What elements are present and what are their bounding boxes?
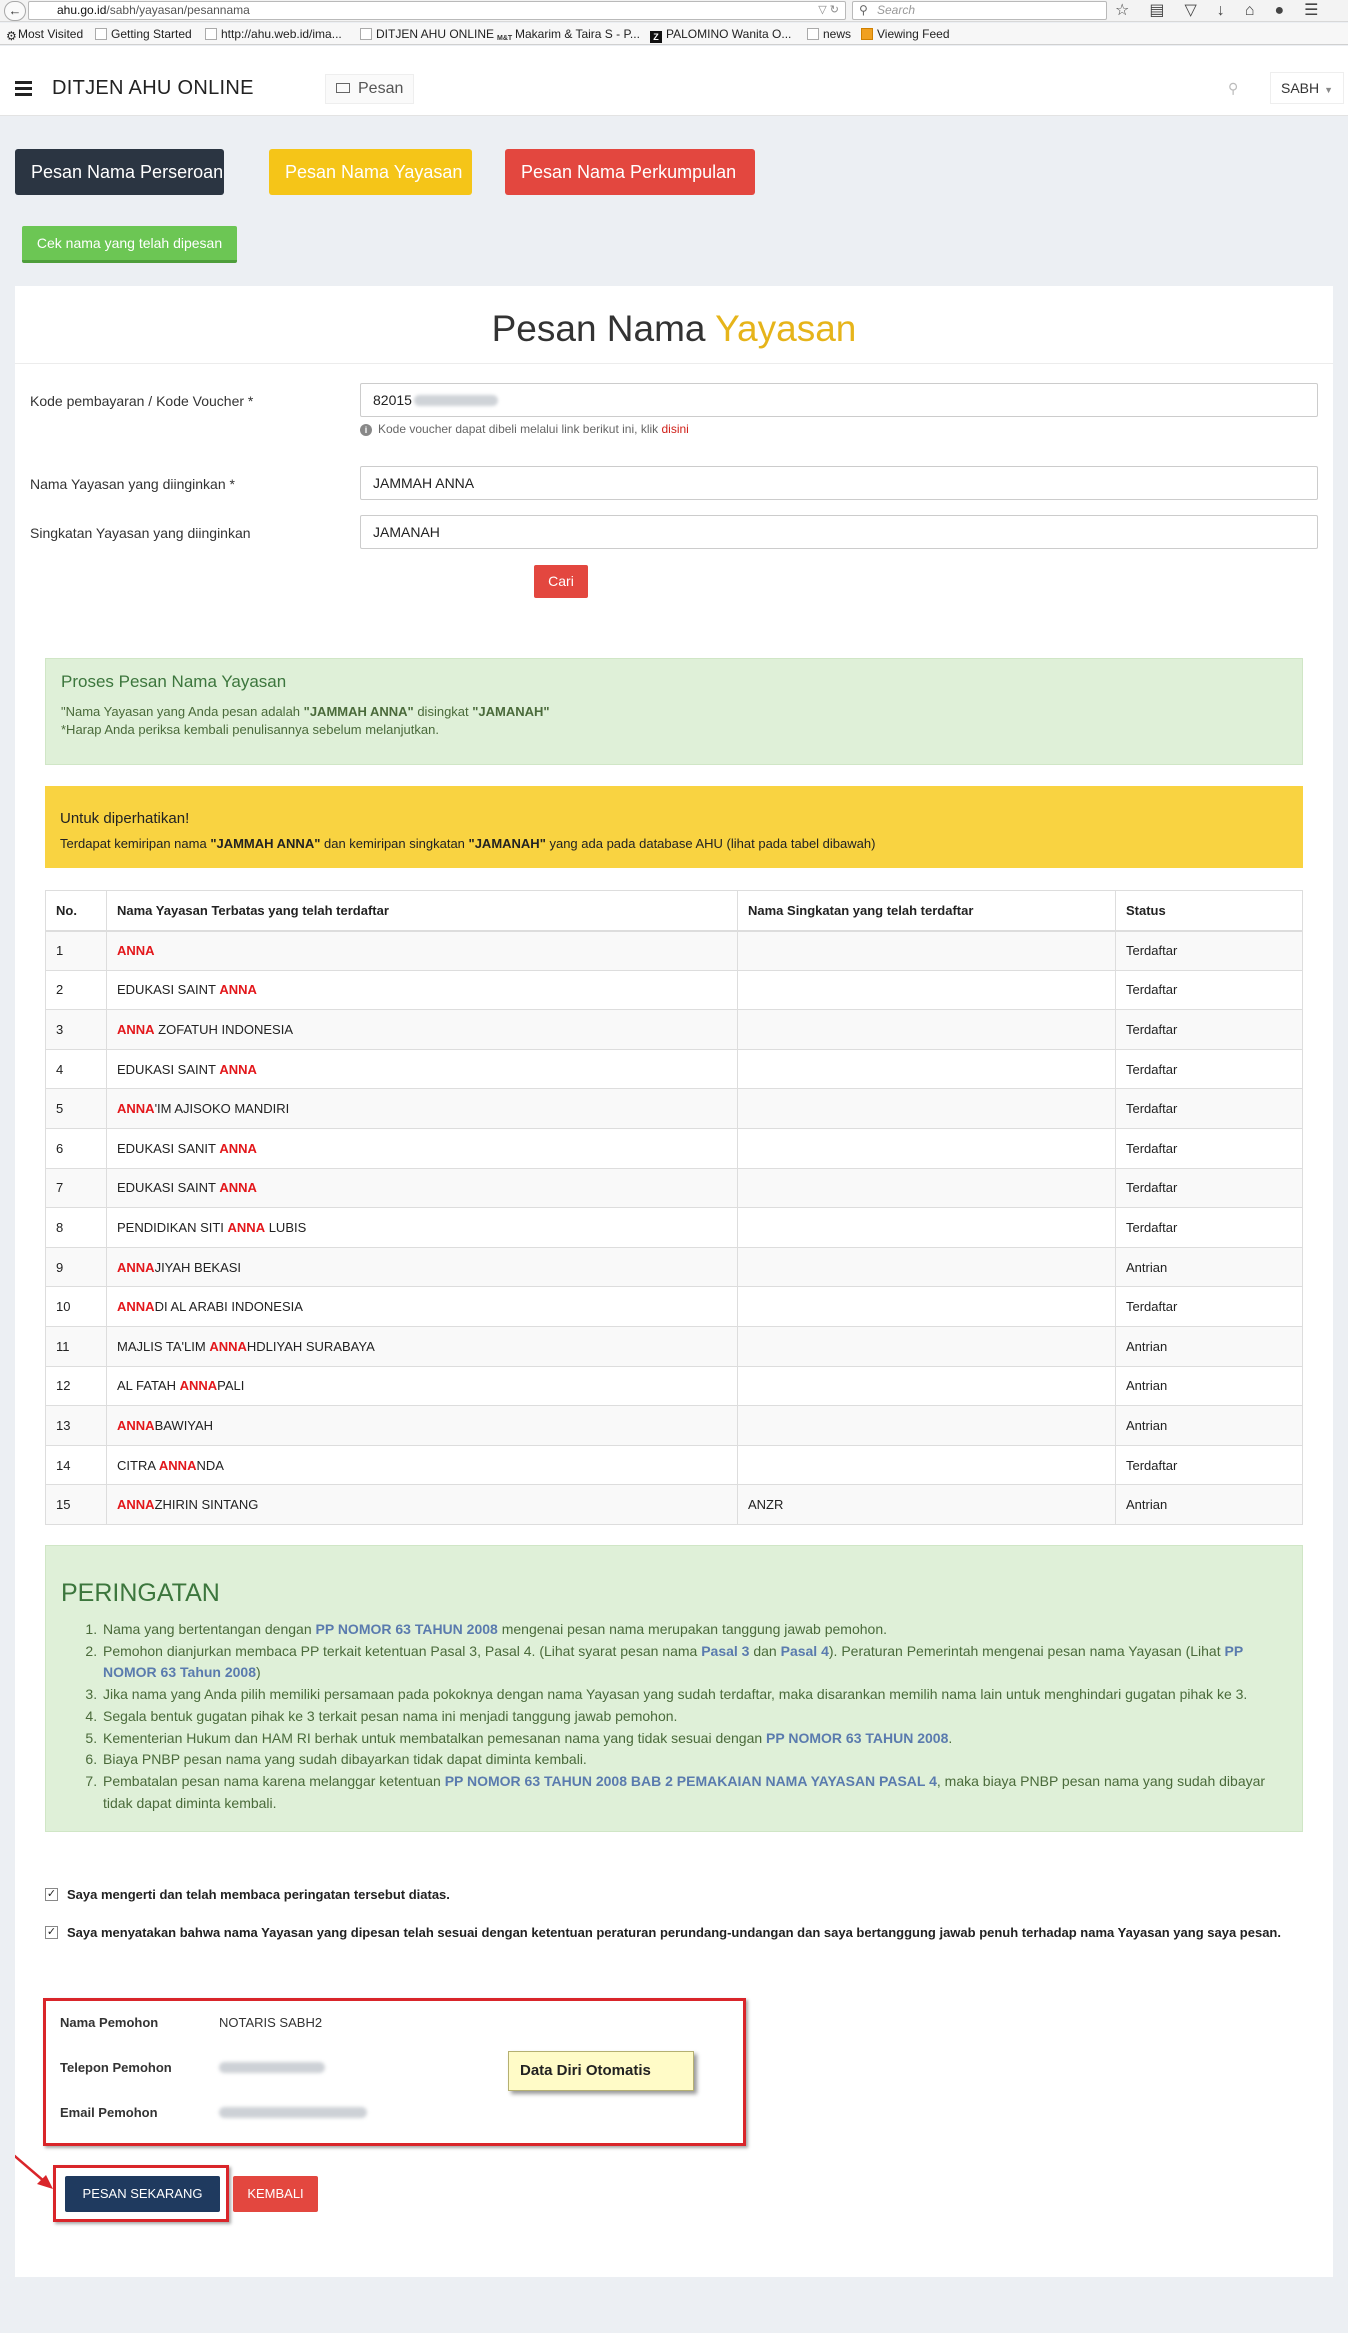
cell-status: Terdaftar [1116,931,1303,971]
envelope-icon [336,83,350,93]
table-row [46,970,1303,1010]
nama-post: NDA [196,1457,224,1473]
url-bar[interactable] [28,1,846,20]
bookmark-getting-started[interactable] [95,23,192,45]
nama-pre: PENDIDIKAN SITI [117,1219,228,1235]
bookmark-viewing-feed[interactable] [861,23,950,45]
text: Nama yang bertentangan dengan [103,1621,316,1637]
cell-no: 4 [46,1049,107,1089]
page-title [15,308,1333,350]
nama-highlight: ANNA [117,1417,155,1433]
col-header-nama: Nama Yayasan Terbatas yang telah terdaftar [107,891,738,931]
cell-status: Antrian [1116,1366,1303,1406]
email-pemohon-label: Email Pemohon [60,2105,158,2120]
nama-highlight: ANNA [219,1140,257,1156]
cell-nama [107,1049,738,1089]
perhatian-title: Untuk diperhatikan! [60,810,190,827]
nama-pre: EDUKASI SAINT [117,1061,220,1077]
table-row [46,1485,1303,1525]
chat-icon[interactable]: ● [1274,2,1285,19]
user-label: SABH [1281,80,1320,96]
cell-status: Terdaftar [1116,1208,1303,1248]
nama-highlight: ANNA [179,1378,218,1394]
table-row [46,1010,1303,1050]
page-icon [807,28,819,40]
cell-singkatan [738,1366,1116,1406]
home-icon[interactable]: ⌂ [1244,2,1255,19]
cell-status: Terdaftar [1116,970,1303,1010]
peringatan-item [101,1619,1286,1641]
regulation-link[interactable]: PP NOMOR 63 TAHUN 2008 [766,1729,949,1746]
nama-highlight: ANNA [117,1259,155,1275]
agree-check-1[interactable] [45,1886,1305,1906]
cell-singkatan [738,931,1116,971]
peringatan-item [101,1684,1286,1706]
cell-nama [107,970,738,1010]
nama-pre: EDUKASI SAINT [117,982,220,998]
cell-nama [107,931,738,971]
table-row [46,1406,1303,1446]
text: Jika nama yang Anda pilih memiliki persamaan pada pokoknya dengan nama Yayasan yang sudah terdaftar, maka disarankan memilih nama lain untuk menghindari gugatan pihak ke 3. [103,1686,1248,1703]
rss-feed-icon [861,28,873,40]
cell-no: 12 [46,1366,107,1406]
perhatian-text [60,836,875,851]
cell-nama [107,1445,738,1485]
kode-value: 82015 [373,392,412,408]
back-arrow-icon[interactable]: ← [4,1,26,21]
nama-pre: EDUKASI SANIT [117,1140,220,1156]
cell-status: Terdaftar [1116,1128,1303,1168]
user-menu[interactable] [1270,72,1344,104]
nama-post: PALI [217,1378,245,1394]
nama-post: JIYAH BEKASI [154,1259,242,1275]
singkatan-input[interactable]: JAMANAH [360,515,1318,549]
cell-singkatan [738,1287,1116,1327]
bookmark-ahu-web[interactable] [205,23,342,45]
makarim-icon: M&T [497,35,513,42]
cell-nama [107,1247,738,1287]
text: Pemohon dianjurkan membaca PP terkait ketentuan Pasal 3, Pasal 4. (Lihat syarat pesan nama [103,1642,702,1659]
regulation-link[interactable]: PP NOMOR 63 TAHUN 2008 [315,1621,498,1637]
nama-highlight: ANNA [158,1457,197,1473]
nama-highlight: ANNA [219,1061,257,1077]
cell-nama [107,1208,738,1248]
nama-highlight: ANNA [117,943,155,959]
cell-no: 10 [46,1287,107,1327]
regulation-link[interactable]: Pasal 3 [701,1642,750,1659]
divider [15,363,1333,364]
telepon-pemohon-label: Telepon Pemohon [60,2060,172,2075]
cell-no: 14 [46,1445,107,1485]
proses-alert [45,658,1303,765]
nama-highlight: ANNA [117,1021,155,1037]
cell-status: Terdaftar [1116,1049,1303,1089]
cell-status: Terdaftar [1116,1445,1303,1485]
agree-check-2[interactable] [45,1924,1305,1964]
cell-nama [107,1326,738,1366]
cell-singkatan: ANZR [738,1485,1116,1525]
checkbox-checked-icon[interactable]: ✓ [46,1888,57,1900]
cell-singkatan [738,1128,1116,1168]
perhatian-alert [45,786,1303,868]
nama-highlight: ANNA [209,1338,247,1354]
hint-text: Kode voucher dapat dibeli melalui link berikut ini, klik [378,422,659,436]
redacted-blur [219,2107,367,2118]
cell-status: Terdaftar [1116,1168,1303,1208]
browser-search-input[interactable] [852,1,1107,20]
peringatan-item [101,1771,1286,1814]
table-row [46,1089,1303,1129]
table-row [46,931,1303,971]
hamburger-menu-icon[interactable] [15,81,32,99]
peringatan-title: PERINGATAN [61,1579,220,1607]
bookmark-label: news [823,27,852,41]
text: , maka biaya PNBP pesan nama yang sudah dibayar tidak dapat diminta kembali. [103,1772,1266,1811]
col-header-no: No. [46,891,107,931]
disini-link[interactable]: disini [661,422,689,436]
nama-pemohon-value: NOTARIS SABH2 [219,2015,323,2030]
table-row [46,1128,1303,1168]
download-icon[interactable]: ↓ [1216,2,1225,19]
text-bold: "JAMMAH ANNA" [303,704,414,719]
page-icon [95,28,107,40]
checkbox-checked-icon[interactable]: ✓ [46,1926,57,1938]
search-icon[interactable]: ⚲ [1228,80,1239,96]
peringatan-list [101,1619,1286,1814]
nama-highlight: ANNA [227,1219,266,1235]
cell-singkatan [738,1247,1116,1287]
search-placeholder: Search [877,3,916,17]
text: ). Peraturan Pemerintah mengenai pesan nama Yayasan (Lihat [828,1642,1225,1659]
peringatan-item [101,1641,1286,1684]
nama-highlight: ANNA [117,1101,155,1117]
redacted-blur [414,395,498,406]
table-header-row [46,891,1303,931]
nama-post: ZOFATUH INDONESIA [154,1021,293,1037]
cell-no: 1 [46,931,107,971]
table-row [46,1247,1303,1287]
cell-singkatan [738,1168,1116,1208]
cell-nama [107,1128,738,1168]
proses-line-1 [61,704,550,719]
cell-no: 15 [46,1485,107,1525]
nama-pre: MAJLIS TA'LIM [117,1338,210,1354]
cell-singkatan [738,970,1116,1010]
main-panel [15,286,1333,2277]
bookmark-ditjen[interactable] [360,23,494,45]
cell-no: 9 [46,1247,107,1287]
proses-line-2: *Harap Anda periksa kembali penulisannya sebelum melanjutkan. [61,722,439,737]
cell-no: 2 [46,970,107,1010]
nama-pre: EDUKASI SAINT [117,1180,220,1196]
app-navbar [0,46,1348,116]
col-header-singkatan: Nama Singkatan yang telah terdaftar [738,891,1116,931]
bookmark-news[interactable] [807,23,851,45]
text: ) [256,1664,261,1681]
text: dan [749,1642,781,1659]
cell-no: 13 [46,1406,107,1446]
peringatan-item [101,1749,1286,1771]
cari-button[interactable]: Cari [534,565,588,598]
cell-no: 5 [46,1089,107,1129]
text: dan kemiripan singkatan [320,836,469,851]
table-row [46,1208,1303,1248]
cell-nama [107,1287,738,1327]
bookmark-label: PALOMINO Wanita O... [666,27,792,41]
nama-highlight: ANNA [117,1497,155,1513]
table-row [46,1326,1303,1366]
bookmark-label: http://ahu.web.id/ima... [221,27,342,41]
cell-no: 7 [46,1168,107,1208]
reload-icon[interactable]: ▽ ↻ [818,4,839,16]
cell-nama [107,1010,738,1050]
page-icon [205,28,217,40]
nama-pre: AL FATAH [117,1378,180,1394]
pesan-nama-perkumpulan-button[interactable]: Pesan Nama Perkumpulan [505,149,755,195]
menu-icon[interactable]: ☰ [1304,2,1319,19]
cell-status: Terdaftar [1116,1287,1303,1327]
text-bold: "JAMANAH" [468,836,546,851]
nama-post: 'IM AJISOKO MANDIRI [154,1101,290,1117]
table-row [46,1049,1303,1089]
url-path: /sabh/yayasan/pesannama [106,3,250,17]
cell-no: 8 [46,1208,107,1248]
telepon-pemohon-value [219,2061,325,2076]
title-part-2: Yayasan [715,308,857,349]
cell-singkatan [738,1010,1116,1050]
regulation-link[interactable]: PP NOMOR 63 Tahun 2008 [103,1642,1243,1681]
text: Kementerian Hukum dan HAM RI berhak untuk membatalkan pemesanan nama yang tidak sesuai dengan [103,1729,767,1746]
similar-names-table [45,890,1303,1525]
text: Pembatalan pesan nama karena melanggar ketentuan [103,1772,445,1789]
nama-post: LUBIS [265,1219,307,1235]
bookmark-label: Makarim & Taira S - P... [515,27,640,41]
pesan-nama-yayasan-button[interactable]: Pesan Nama Yayasan [269,149,472,195]
cell-no: 3 [46,1010,107,1050]
text: . [948,1729,953,1746]
cell-no: 11 [46,1326,107,1366]
cell-nama [107,1168,738,1208]
cell-singkatan [738,1049,1116,1089]
peringatan-box [45,1545,1303,1832]
cell-singkatan [738,1326,1116,1366]
cell-nama [107,1485,738,1525]
cell-no: 6 [46,1128,107,1168]
browser-toolbar [0,0,1348,22]
nama-highlight: ANNA [117,1299,155,1315]
bookmark-label: Most Visited [18,27,84,41]
nama-post: HDLIYAH SURABAYA [246,1338,375,1354]
bookmark-palomino[interactable] [650,23,791,45]
nama-yayasan-input[interactable]: JAMMAH ANNA [360,466,1318,500]
proses-title: Proses Pesan Nama Yayasan [61,672,287,691]
cell-status: Terdaftar [1116,1089,1303,1129]
bookmark-label: DITJEN AHU ONLINE [376,27,495,41]
agree-check-2-label: Saya menyatakan bahwa nama Yayasan yang dipesan telah sesuai dengan ketentuan peraturan perundang-undangan dan saya bertanggung jawab penuh terhadap nama Yayasan yang saya pesan. [67,1925,1281,1940]
cell-singkatan [738,1445,1116,1485]
gear-icon: ⚙ [6,29,17,43]
bookmark-makarim[interactable] [497,23,640,45]
table-row [46,1366,1303,1406]
text-bold: "JAMMAH ANNA" [210,836,321,851]
kode-label: Kode pembayaran / Kode Voucher * [30,393,254,409]
nav-pesan-label: Pesan [358,80,404,97]
page-icon [360,28,372,40]
col-header-status: Status [1116,891,1303,931]
regulation-link[interactable]: Pasal 4 [780,1642,829,1659]
cell-singkatan [738,1089,1116,1129]
text: disingkat [413,704,473,719]
red-arrow-icon [15,2146,65,2206]
cell-nama [107,1089,738,1129]
redacted-blur [219,2062,325,2073]
text: mengenai pesan nama merupakan tanggung jawab pemohon. [497,1621,887,1637]
z-logo-icon: Z [650,31,662,43]
brand-title[interactable]: DITJEN AHU ONLINE [52,77,254,99]
url-host: ahu.go.id [57,3,107,17]
title-part-1: Pesan Nama [491,308,706,349]
bookmark-most-visited[interactable] [6,23,83,45]
agree-check-1-label: Saya mengerti dan telah membaca peringatan tersebut diatas. [67,1887,450,1902]
pesan-nama-perseroan-button[interactable]: Pesan Nama Perseroan [15,149,224,195]
nama-post: BAWIYAH [154,1417,214,1433]
cell-status: Antrian [1116,1406,1303,1446]
voucher-hint [360,422,689,436]
cell-nama [107,1366,738,1406]
table-body [46,931,1303,1525]
info-icon: i [360,424,372,436]
cell-status: Terdaftar [1116,1010,1303,1050]
text-bold: "JAMANAH" [472,704,550,719]
table-row [46,1168,1303,1208]
text: Segala bentuk gugatan pihak ke 3 terkait pesan nama ini menjadi tanggung jawab pemohon. [103,1707,678,1724]
text: Terdapat kemiripan nama [60,836,211,851]
nama-post: DI AL ARABI INDONESIA [154,1299,303,1315]
peringatan-item [101,1728,1286,1750]
cell-status: Antrian [1116,1247,1303,1287]
cell-status: Antrian [1116,1485,1303,1525]
toolbar-icons [1115,0,1318,22]
text: yang ada pada database AHU (lihat pada tabel dibawah) [545,836,876,851]
caret-down-icon: ▼ [1324,85,1334,95]
table-row [46,1445,1303,1485]
nama-highlight: ANNA [219,982,257,998]
pesan-sekarang-button[interactable]: PESAN SEKARANG [65,2176,220,2212]
nama-post: ZHIRIN SINTANG [154,1497,259,1513]
bookmarks-bar [0,23,1348,45]
data-diri-callout: Data Diri Otomatis [508,2051,694,2091]
nama-label: Nama Yayasan yang diinginkan * [30,476,235,492]
singkatan-label: Singkatan Yayasan yang diinginkan [30,525,251,541]
text: Biaya PNBP pesan nama yang sudah dibayarkan tidak dapat diminta kembali. [103,1751,587,1768]
bookmark-label: Getting Started [111,27,192,41]
nav-pesan-link[interactable] [325,74,414,104]
pocket-icon[interactable]: ▽ [1184,2,1197,19]
cell-singkatan [738,1208,1116,1248]
nama-pre: CITRA [117,1457,159,1473]
kembali-button[interactable]: KEMBALI [233,2176,318,2212]
nama-highlight: ANNA [219,1180,257,1196]
bookmark-label: Viewing Feed [877,27,950,41]
nama-pemohon-label: Nama Pemohon [60,2015,159,2030]
email-pemohon-value [219,2106,367,2121]
cell-status: Antrian [1116,1326,1303,1366]
clipboard-icon[interactable]: ▤ [1149,2,1165,19]
cell-singkatan [738,1406,1116,1446]
cek-nama-button[interactable]: Cek nama yang telah dipesan [22,226,237,263]
table-row [46,1287,1303,1327]
search-icon: ⚲ [859,3,868,17]
star-icon[interactable]: ☆ [1115,2,1130,19]
kode-voucher-input[interactable] [360,383,1318,417]
peringatan-item [101,1706,1286,1728]
text: "Nama Yayasan yang Anda pesan adalah [61,704,304,719]
cell-nama [107,1406,738,1446]
regulation-link[interactable]: PP NOMOR 63 TAHUN 2008 BAB 2 PEMAKAIAN NAMA YAYASAN PASAL 4 [444,1772,937,1789]
